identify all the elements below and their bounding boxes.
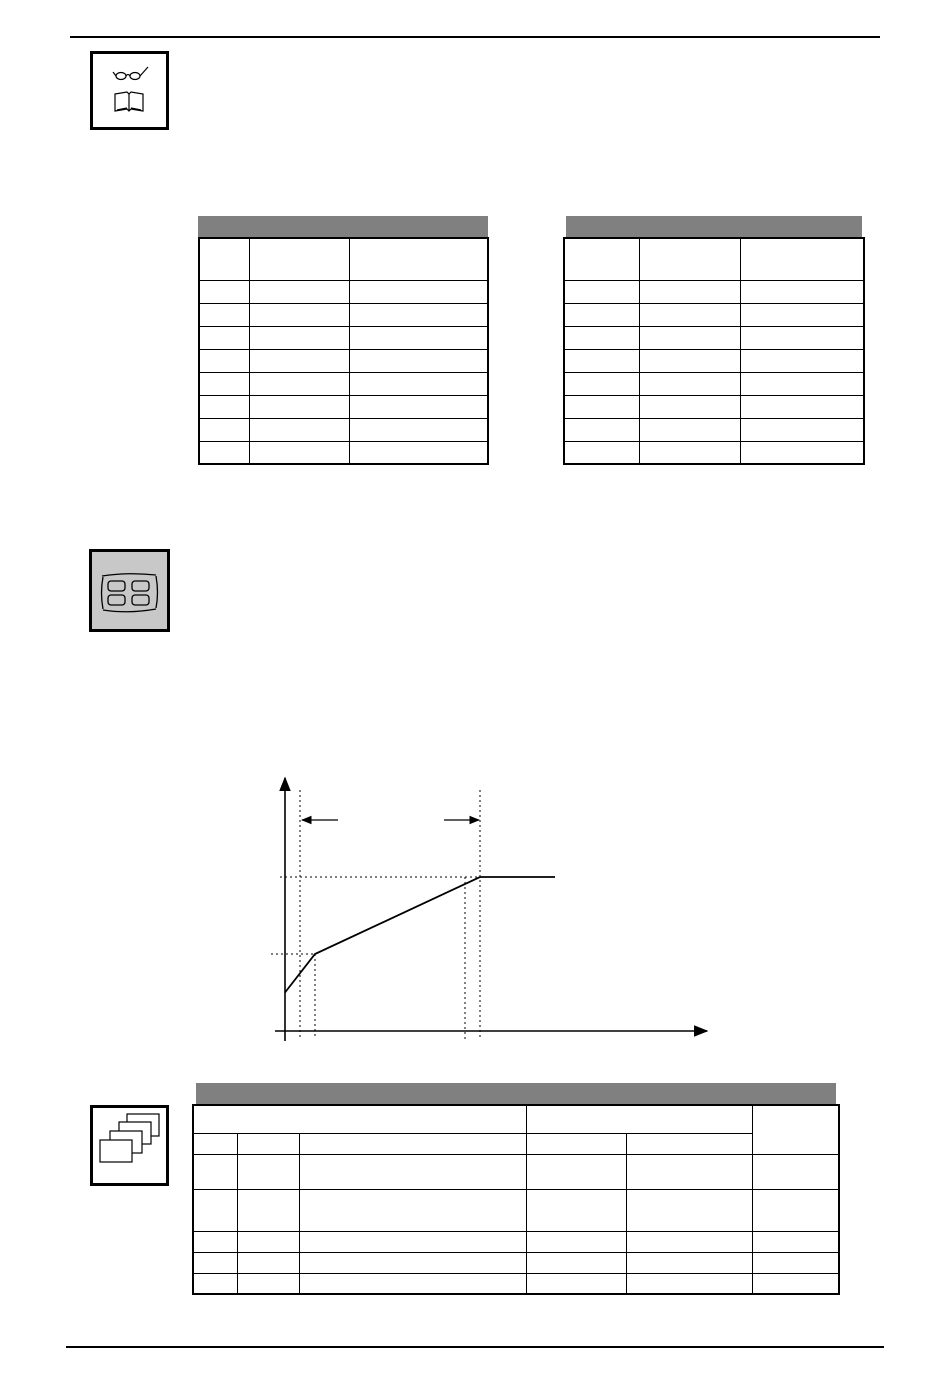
- table-row: [564, 303, 864, 326]
- table-row: [199, 326, 488, 349]
- table-row: [199, 418, 488, 441]
- right-table-header-bar: [566, 216, 862, 237]
- table-header-row: [564, 238, 864, 280]
- table-row: [564, 280, 864, 303]
- bottom-rule: [66, 1346, 884, 1348]
- keypad-icon: [89, 549, 170, 632]
- table-row: [199, 349, 488, 372]
- table-row: [564, 418, 864, 441]
- table-row: [193, 1189, 839, 1231]
- stacked-pages-icon: [90, 1105, 169, 1186]
- table-row: [199, 280, 488, 303]
- table-row: [199, 303, 488, 326]
- table-row: [564, 372, 864, 395]
- table-row: [193, 1252, 839, 1273]
- table-header-row: [193, 1105, 839, 1133]
- table-row: [564, 395, 864, 418]
- top-rule: [70, 36, 880, 38]
- table-header-row: [199, 238, 488, 280]
- table-subheader-row: [193, 1133, 839, 1154]
- right-table: [563, 237, 865, 465]
- table-row: [193, 1231, 839, 1252]
- glasses-book-icon: [90, 51, 169, 130]
- table-row: [199, 372, 488, 395]
- table-row: [199, 441, 488, 464]
- series-line: [285, 877, 555, 993]
- left-table: [198, 237, 489, 465]
- left-table-header-bar: [198, 216, 488, 237]
- ramp-chart: [265, 770, 715, 1050]
- table-row: [564, 349, 864, 372]
- table-row: [199, 395, 488, 418]
- table-row: [564, 441, 864, 464]
- table-row: [193, 1154, 839, 1189]
- bottom-table: [192, 1104, 840, 1295]
- table-row: [564, 326, 864, 349]
- table-row: [193, 1273, 839, 1294]
- bottom-table-header-bar: [196, 1083, 836, 1104]
